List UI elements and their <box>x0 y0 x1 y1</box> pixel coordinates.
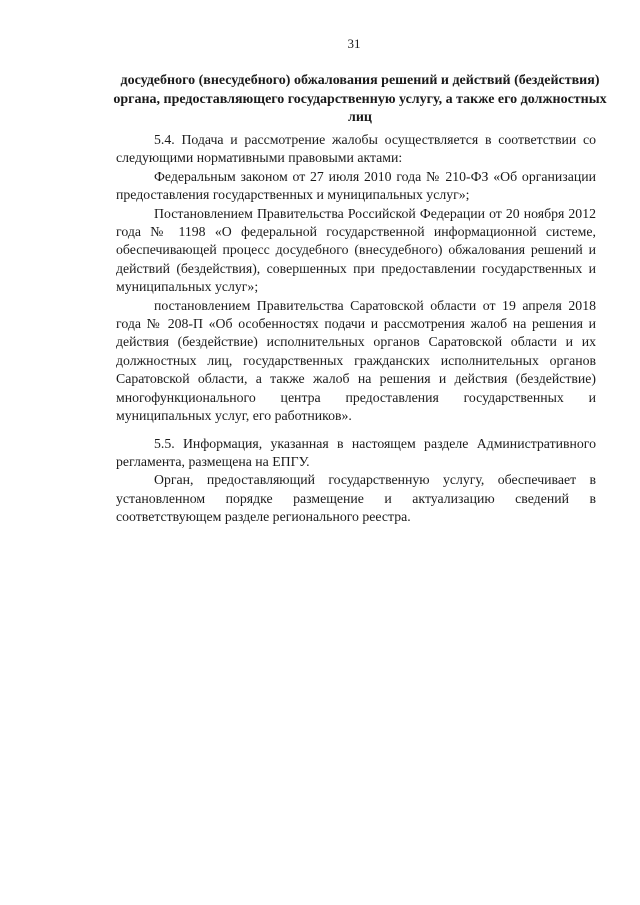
paragraph-government-resolution: Постановлением Правительства Российской Федерации от 20 ноября 2012 года № 1198 «О федеральной государственной информационной системе, обеспечивающей процесс досудебного (внесудебного) обжалования решений и действий (бездействия), совершенных при предоставлении государственных и муниципальных услуг»; <box>116 205 596 295</box>
page-number: 31 <box>347 36 361 51</box>
paragraph-5-4: 5.4. Подача и рассмотрение жалобы осуществляется в соответствии со следующими нормативными правовыми актами: <box>116 132 596 166</box>
section-heading: досудебного (внесудебного) обжалования решений и действий (бездействия) органа, предоставляющего государственную услугу, а также его должностных лиц <box>113 73 607 125</box>
paragraph-federal-law: Федеральным законом от 27 июля 2010 года № 210-ФЗ «Об организации предоставления государственных и муниципальных услуг»; <box>116 168 596 203</box>
paragraph-5-5: 5.5. Информация, указанная в настоящем разделе Административного регламента, размещена на ЕПГУ. <box>116 435 596 469</box>
paragraph-saratov-resolution: постановлением Правительства Саратовской области от 19 апреля 2018 года № 208-П «Об особенностях подачи и рассмотрения жалоб на решения и действия (бездействие) исполнительных органов Саратовской области и их должностных лиц, государственных гражданских исполнительных органов Саратовской области, а также жалоб на решения и действия (бездействие) многофункционального центра предоставления государственных и муниципальных услуг, его работников». <box>116 297 596 424</box>
paragraph-registry: Орган, предоставляющий государственную услугу, обеспечивает в установленном порядке размещение и актуализацию сведений в соответствующем разделе регионального реестра. <box>116 472 596 525</box>
document-body <box>116 131 596 527</box>
